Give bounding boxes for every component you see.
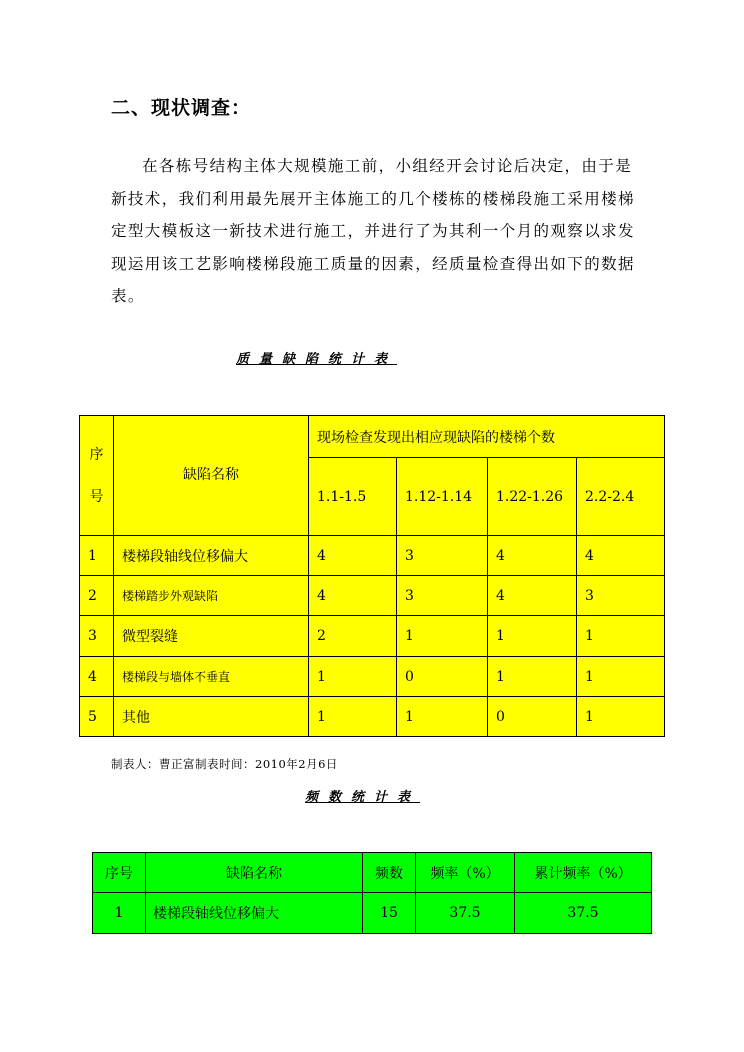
row-value: 4 bbox=[488, 536, 577, 576]
header-cell: 缺陷名称 bbox=[146, 853, 363, 893]
header-cell: 累计频率（%） bbox=[515, 853, 652, 893]
row-name: 微型裂缝 bbox=[114, 616, 309, 657]
header-defect-name: 缺陷名称 bbox=[114, 416, 309, 536]
row-value: 1 bbox=[397, 616, 488, 657]
column-header: 2.2-2.4 bbox=[577, 458, 665, 536]
row-value: 3 bbox=[397, 576, 488, 616]
header-cell: 序号 bbox=[93, 853, 146, 893]
defect-table-caption: 质量缺陷统计表 bbox=[236, 352, 398, 367]
row-value: 4 bbox=[577, 536, 665, 576]
defect-statistics-table bbox=[79, 415, 665, 737]
frequency-statistics-table bbox=[92, 852, 652, 934]
row-value: 1 bbox=[488, 657, 577, 697]
row-no: 3 bbox=[80, 616, 114, 657]
row-name: 楼梯段轴线位移偏大 bbox=[146, 893, 363, 934]
row-value: 4 bbox=[309, 536, 397, 576]
table-row bbox=[80, 657, 665, 697]
table-row bbox=[93, 893, 652, 934]
section-heading: 二、现状调查： bbox=[111, 97, 252, 119]
table-header-row bbox=[93, 853, 652, 893]
column-header: 1.12-1.14 bbox=[397, 458, 488, 536]
row-no: 1 bbox=[80, 536, 114, 576]
row-name: 楼梯段轴线位移偏大 bbox=[114, 536, 309, 576]
row-no: 2 bbox=[80, 576, 114, 616]
row-value: 1 bbox=[577, 697, 665, 737]
intro-paragraph: 在各栋号结构主体大规模施工前，小组经开会讨论后决定，由于是新技术，我们利用最先展开主体施工的几个楼栋的楼梯段施工采用楼梯定型大模板这一新技术进行施工，并进行了为其利一个月的观察以求发现运用该工艺影响楼梯段施工质量的因素，经质量检查得出如下的数据表。 bbox=[111, 157, 635, 305]
row-value: 1 bbox=[309, 697, 397, 737]
row-name: 楼梯踏步外观缺陷 bbox=[114, 576, 309, 616]
table-row bbox=[80, 536, 665, 576]
row-value: 3 bbox=[397, 536, 488, 576]
row-value: 0 bbox=[397, 657, 488, 697]
row-value: 1 bbox=[577, 616, 665, 657]
row-value: 1 bbox=[309, 657, 397, 697]
row-no: 5 bbox=[80, 697, 114, 737]
row-value: 1 bbox=[397, 697, 488, 737]
table-row bbox=[80, 576, 665, 616]
row-cumulative-frequency: 37.5 bbox=[515, 893, 652, 934]
row-no: 4 bbox=[80, 657, 114, 697]
row-value: 0 bbox=[488, 697, 577, 737]
table-note: 制表人：曹正富制表时间：2010年2月6日 bbox=[111, 757, 338, 771]
row-value: 3 bbox=[577, 576, 665, 616]
header-cell: 频数 bbox=[363, 853, 416, 893]
header-cell: 频率（%） bbox=[416, 853, 515, 893]
row-count: 15 bbox=[363, 893, 416, 934]
row-value: 1 bbox=[488, 616, 577, 657]
row-value: 1 bbox=[577, 657, 665, 697]
header-group: 现场检查发现出相应现缺陷的楼梯个数 bbox=[309, 416, 665, 458]
row-value: 4 bbox=[309, 576, 397, 616]
row-name: 楼梯段与墙体不垂直 bbox=[114, 657, 309, 697]
column-header: 1.1-1.5 bbox=[309, 458, 397, 536]
frequency-table-caption: 频数统计表 bbox=[305, 790, 421, 805]
table-row bbox=[80, 697, 665, 737]
column-header: 1.22-1.26 bbox=[488, 458, 577, 536]
row-value: 4 bbox=[488, 576, 577, 616]
row-frequency: 37.5 bbox=[416, 893, 515, 934]
header-no: 序号 bbox=[80, 416, 114, 536]
row-no: 1 bbox=[93, 893, 146, 934]
table-row bbox=[80, 616, 665, 657]
row-name: 其他 bbox=[114, 697, 309, 737]
row-value: 2 bbox=[309, 616, 397, 657]
